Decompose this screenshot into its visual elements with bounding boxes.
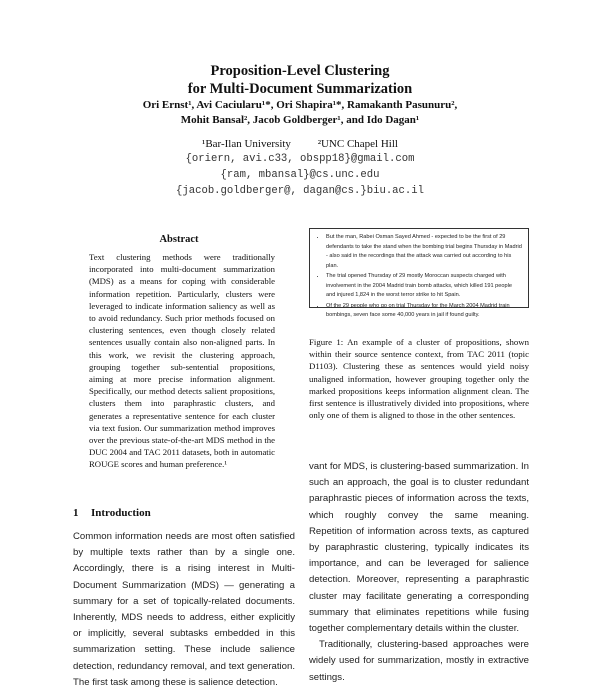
title-line-2: for Multi-Document Summarization xyxy=(187,81,413,97)
email-list xyxy=(0,151,600,199)
paper-title xyxy=(0,62,600,98)
right-column xyxy=(309,228,529,421)
figure-sentence-list xyxy=(316,233,522,321)
right-paragraph-2: Traditionally, clustering-based approaches were widely used for summarization, mostly in extractive settings. xyxy=(309,639,529,683)
title-line-1: Proposition-Level Clustering xyxy=(210,63,390,79)
figure-1-caption: Figure 1: An example of a cluster of propositions, shown within their source sentence context, from TAC 2011 (topic D1103). Clustering these as sentences would yield noisy unaligned information, however grouping together only the marked propositions keeps information alignment clean. The first sentence is illustratively divided into propositions, where only one of them is aligned to those in the other sentences. xyxy=(309,337,529,421)
figure-1-box xyxy=(309,228,529,318)
figure-sentence-1: • But the man, Rabei Osman Sayed Ahmed - expected to be the first of 29 defendants to take the stand when the bombing trial begins Thursday in Madrid - also said in the recordings that the attack was carried out according to his plan. xyxy=(326,233,522,271)
right-column-body xyxy=(309,459,529,686)
abstract-heading: Abstract xyxy=(159,234,199,245)
authors-line-2: Mohit Bansal², Jacob Goldberger¹, and Ido Dagan¹ xyxy=(180,114,420,126)
author-list xyxy=(0,98,600,128)
email-line-1: {oriern, avi.c33, obspp18}@gmail.com xyxy=(185,153,415,165)
abstract-text: Text clustering methods were traditionally incorporated into multi-document summarization (MDS) as a means for coping with considerable information repetition. Particularly, clusters were leveraged to indicate information saliency as well as to avoid redundancy. Such prior methods focused on clustering sentences, even though closely related sentences usually contain also non-aligned parts. In this work, we revisit the clustering approach, grouping together sub-sentential propositions, aiming at more precise information alignment. Specifically, our method detects salient propositions, clusters them into paraphrastic clusters, and generates a representative sentence for each cluster via text fusion. Our summarization method improves over the previous state-of-the-art MDS method in the DUC 2004 and TAC 2011 datasets, both in automatic ROUGE scores and human preference.¹ xyxy=(89,252,275,470)
section-title: Introduction xyxy=(91,507,151,519)
section-heading-introduction xyxy=(73,507,151,519)
right-paragraph-1: vant for MDS, is clustering-based summarization. In such an approach, the goal is to cluster redundant paraphrastic pieces of information across the texts, which roughly convey the same meaning. Repetition of information across texts, as captured by paraphrastic clustering, typically indicates its importance, and can be leveraged for salience detection. Moreover, representing a paraphrastic cluster may facilitate generating a corresponding summary that eliminates repetitions while fusing together complementary details within the cluster. xyxy=(309,461,529,635)
figure-sentence-3: • Of the 29 people who go on trial Thursday for the March 2004 Madrid train bombings, seven face some 40,000 years in jail if found guilty. xyxy=(326,302,522,321)
figure-sentence-2: • The trial opened Thursday of 29 mostly Moroccan suspects charged with involvement in the 2004 Madrid train bomb attacks, which killed 191 people and injured 1,824 in the worst terror strike to hit Spain. xyxy=(326,272,522,301)
affiliation-unc: ²UNC Chapel Hill xyxy=(317,138,398,150)
left-column xyxy=(73,234,285,471)
affiliation-bar-ilan: ¹Bar-Ilan University xyxy=(202,138,291,150)
affiliations xyxy=(0,137,600,151)
authors-line-1: Ori Ernst¹, Avi Caciularu¹*, Ori Shapira¹*, Ramakanth Pasunuru², xyxy=(142,99,458,111)
section-number: 1 xyxy=(73,507,79,519)
email-line-3: {jacob.goldberger@, dagan@cs.}biu.ac.il xyxy=(176,185,424,197)
email-line-2: {ram, mbansal}@cs.unc.edu xyxy=(220,169,380,181)
introduction-text: Common information needs are most often satisfied by multiple texts rather than by a single one. Accordingly, there is a rising interest in Multi-Document Summarization (MDS) — generating a summary for a set of topically-related documents. Inherently, MDS needs to address, either explicitly or implicitly, several subtasks embedded in this summarization setting. These include salience detection, redundancy removal, and text generation. The first task among these is salience detection. xyxy=(73,531,295,688)
